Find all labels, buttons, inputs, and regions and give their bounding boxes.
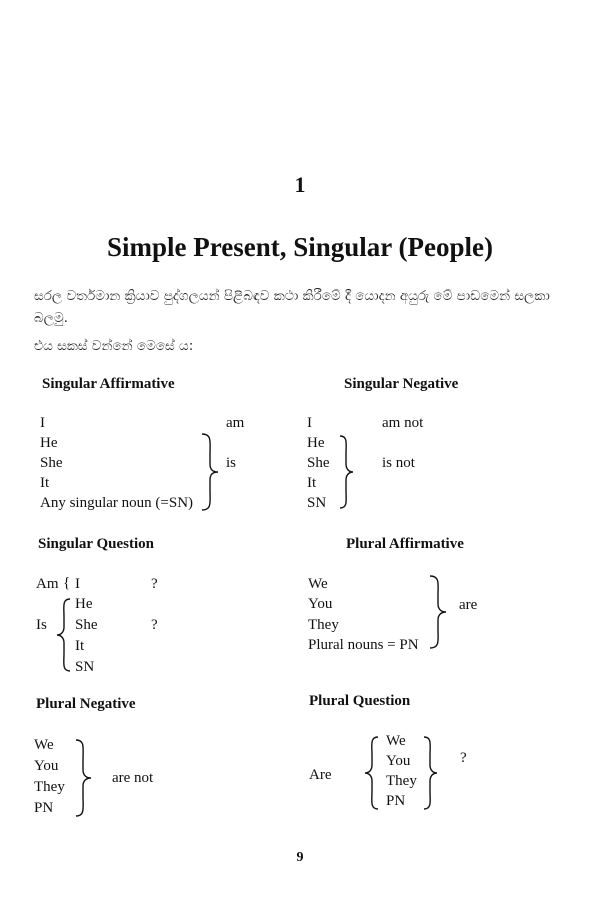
right-brace (338, 434, 358, 510)
singular-question-subject: I (75, 576, 80, 592)
singular-question-subject: It (75, 638, 85, 654)
right-brace (74, 738, 96, 818)
singular-question-subject: She (75, 617, 98, 633)
plural-negative-row: They (34, 779, 65, 795)
question-label-is: Is (36, 617, 47, 633)
singular-affirmative-row: She (40, 455, 63, 471)
singular-negative-row: It (307, 475, 317, 491)
page-number: 9 (296, 850, 304, 865)
plural-question-subject: PN (386, 793, 406, 809)
singular-negative-row: SN (307, 495, 327, 511)
singular-question-subject: He (75, 596, 93, 612)
plural-question-subject: You (386, 753, 411, 769)
singular-negative-verb-am-not: am not (382, 415, 424, 431)
singular-negative-row: He (307, 435, 325, 451)
singular-negative-row: She (307, 455, 330, 471)
plural-affirmative-row: You (308, 596, 333, 612)
right-brace (422, 735, 442, 811)
plural-affirmative-row: Plural nouns = PN (308, 637, 419, 653)
right-brace (428, 574, 454, 652)
question-label-am: Am (36, 576, 59, 592)
plural-affirmative-heading: Plural Affirmative (346, 536, 464, 552)
question-mark: ? (151, 576, 158, 592)
plural-negative-heading: Plural Negative (36, 696, 136, 712)
question-mark: ? (151, 617, 158, 633)
singular-negative-verb-is-not: is not (382, 455, 415, 471)
right-brace (200, 432, 224, 512)
intro-line-2: බලමු. (34, 310, 68, 326)
singular-affirmative-row: It (40, 475, 50, 491)
chapter-number: 1 (294, 172, 306, 197)
plural-negative-verb: are not (112, 770, 154, 786)
intro-line-3: එය සකස් වන්නේ මෙසේ ය: (34, 338, 194, 354)
singular-negative-row: I (307, 415, 312, 431)
singular-question-heading: Singular Question (38, 536, 155, 552)
singular-affirmative-row: I (40, 415, 45, 431)
singular-affirmative-verb-is: is (226, 455, 237, 471)
plural-question-subject: They (386, 773, 417, 789)
plural-negative-row: You (34, 758, 59, 774)
left-brace-icon: { (63, 575, 71, 591)
singular-affirmative-row: Any singular noun (=SN) (40, 495, 194, 511)
singular-affirmative-row: He (40, 435, 58, 451)
plural-affirmative-row: They (308, 617, 339, 633)
plural-negative-row: We (34, 737, 54, 753)
plural-negative-row: PN (34, 800, 54, 816)
singular-question-subject: SN (75, 659, 95, 675)
singular-negative-heading: Singular Negative (344, 376, 459, 392)
plural-affirmative-verb: are (459, 597, 478, 613)
singular-affirmative-heading: Singular Affirmative (42, 376, 175, 392)
singular-affirmative-verb-am: am (226, 415, 245, 431)
question-label-are: Are (309, 767, 332, 783)
plural-question-subject: We (386, 733, 406, 749)
left-brace (54, 597, 72, 673)
chapter-title: Simple Present, Singular (People) (107, 232, 493, 262)
plural-affirmative-row: We (308, 576, 328, 592)
left-brace (362, 735, 380, 811)
plural-question-heading: Plural Question (309, 693, 411, 709)
question-mark: ? (460, 750, 467, 766)
intro-line-1: සරල වර්තමාන ක්‍රියාව පුද්ගලයන් පිළිබඳව කථා කිරීමේ දී යොදන අයුරු මේ පාඩමෙන් සලකා (34, 288, 550, 304)
